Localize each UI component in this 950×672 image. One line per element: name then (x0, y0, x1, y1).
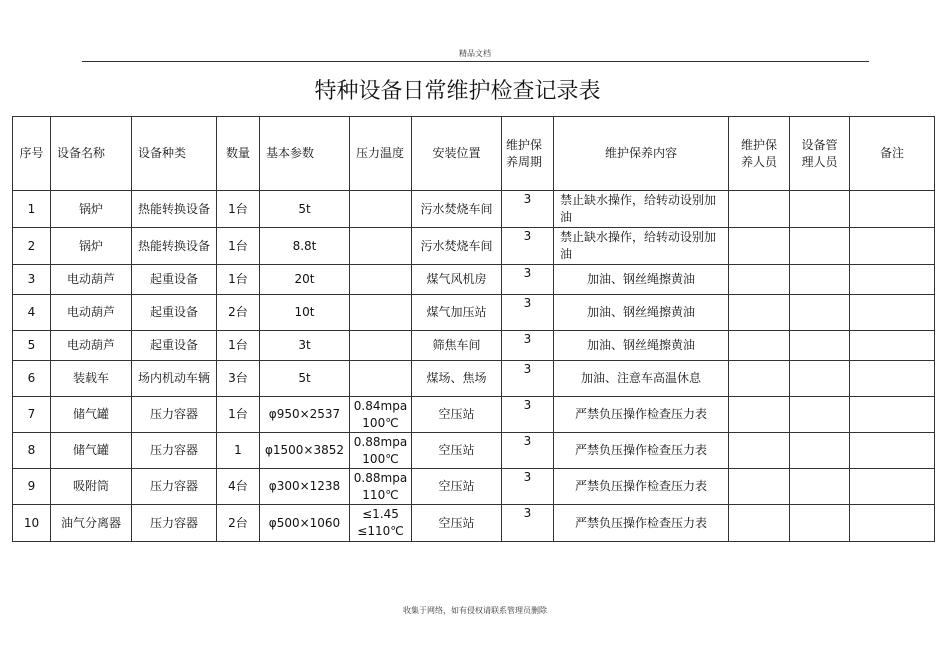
equipment-name: 电动葫芦 (51, 265, 132, 295)
row-no: 2 (13, 228, 51, 265)
maint-person (729, 191, 790, 228)
maint-content: 禁止缺水操作，给转动设别加油 (554, 228, 729, 265)
maint-content: 加油、钢丝绳擦黄油 (554, 295, 729, 331)
row-no: 5 (13, 331, 51, 361)
manager (790, 228, 850, 265)
table-row (13, 228, 935, 265)
remark (850, 361, 935, 397)
basic-params: 20t (260, 265, 350, 295)
quantity: 3台 (217, 361, 260, 397)
col-header-name: 设备名称 (51, 117, 132, 191)
maint-cycle: 3 (502, 433, 554, 469)
header-note: 精品文档 (459, 49, 491, 58)
remark (850, 265, 935, 295)
equipment-type: 压力容器 (132, 433, 217, 469)
remark (850, 228, 935, 265)
maint-cycle: 3 (502, 265, 554, 295)
pressure-temp (350, 361, 412, 397)
table-row (13, 397, 935, 433)
remark (850, 433, 935, 469)
maint-cycle: 3 (502, 295, 554, 331)
quantity: 2台 (217, 295, 260, 331)
col-header-maint-person: 维护保养人员 (729, 117, 790, 191)
maint-person (729, 331, 790, 361)
equipment-type: 热能转换设备 (132, 191, 217, 228)
equipment-name: 吸附筒 (51, 469, 132, 505)
equipment-name: 电动葫芦 (51, 295, 132, 331)
table-body (13, 191, 935, 542)
maint-cycle: 3 (502, 191, 554, 228)
page-title: 特种设备日常维护检查记录表 (314, 79, 601, 104)
maint-content: 加油、注意车高温休息 (554, 361, 729, 397)
table-row (13, 505, 935, 542)
manager (790, 397, 850, 433)
install-location: 污水焚烧车间 (412, 191, 502, 228)
remark (850, 505, 935, 542)
equipment-type: 起重设备 (132, 265, 217, 295)
maint-cycle: 3 (502, 331, 554, 361)
basic-params: 8.8t (260, 228, 350, 265)
row-no: 8 (13, 433, 51, 469)
row-no: 1 (13, 191, 51, 228)
equipment-name: 储气罐 (51, 397, 132, 433)
remark (850, 397, 935, 433)
maint-content: 严禁负压操作检查压力表 (554, 505, 729, 542)
table-row (13, 331, 935, 361)
col-header-qty: 数量 (217, 117, 260, 191)
equipment-name: 储气罐 (51, 433, 132, 469)
col-header-pressure-temp: 压力温度 (350, 117, 412, 191)
manager (790, 361, 850, 397)
pressure-temp: 0.88mpa 110℃ (350, 469, 412, 505)
pressure-temp (350, 191, 412, 228)
maint-person (729, 295, 790, 331)
manager (790, 331, 850, 361)
row-no: 10 (13, 505, 51, 542)
remark (850, 191, 935, 228)
install-location: 煤气加压站 (412, 295, 502, 331)
install-location: 污水焚烧车间 (412, 228, 502, 265)
manager (790, 433, 850, 469)
table-row (13, 361, 935, 397)
basic-params: φ950×2537 (260, 397, 350, 433)
maint-person (729, 397, 790, 433)
table-row (13, 191, 935, 228)
equipment-name: 电动葫芦 (51, 331, 132, 361)
quantity: 1台 (217, 265, 260, 295)
quantity: 4台 (217, 469, 260, 505)
col-header-type: 设备种类 (132, 117, 217, 191)
maint-person (729, 361, 790, 397)
col-header-location: 安装位置 (412, 117, 502, 191)
manager (790, 295, 850, 331)
header-divider (82, 61, 869, 62)
maint-content: 严禁负压操作检查压力表 (554, 469, 729, 505)
manager (790, 265, 850, 295)
pressure-temp: 0.84mpa 100℃ (350, 397, 412, 433)
maint-cycle: 3 (502, 505, 554, 542)
equipment-type: 压力容器 (132, 505, 217, 542)
maint-cycle: 3 (502, 361, 554, 397)
col-header-manager: 设备管理人员 (790, 117, 850, 191)
manager (790, 191, 850, 228)
install-location: 空压站 (412, 433, 502, 469)
footer-note: 收集于网络，如有侵权请联系管理员删除 (403, 606, 547, 615)
quantity: 1台 (217, 228, 260, 265)
maint-person (729, 433, 790, 469)
manager (790, 505, 850, 542)
row-no: 6 (13, 361, 51, 397)
row-no: 9 (13, 469, 51, 505)
pressure-temp: ≤1.45 ≤110℃ (350, 505, 412, 542)
remark (850, 469, 935, 505)
header-row (13, 117, 935, 191)
maint-content: 加油、钢丝绳擦黄油 (554, 331, 729, 361)
maint-person (729, 469, 790, 505)
equipment-name: 锅炉 (51, 191, 132, 228)
equipment-name: 油气分离器 (51, 505, 132, 542)
maint-cycle: 3 (502, 397, 554, 433)
basic-params: φ1500×3852 (260, 433, 350, 469)
equipment-type: 场内机动车辆 (132, 361, 217, 397)
quantity: 1 (217, 433, 260, 469)
row-no: 3 (13, 265, 51, 295)
equipment-type: 压力容器 (132, 397, 217, 433)
basic-params: 10t (260, 295, 350, 331)
quantity: 1台 (217, 331, 260, 361)
pressure-temp (350, 295, 412, 331)
table-row (13, 295, 935, 331)
col-header-no: 序号 (13, 117, 51, 191)
remark (850, 331, 935, 361)
install-location: 煤气风机房 (412, 265, 502, 295)
maint-content: 严禁负压操作检查压力表 (554, 397, 729, 433)
equipment-name: 锅炉 (51, 228, 132, 265)
basic-params: φ500×1060 (260, 505, 350, 542)
quantity: 1台 (217, 397, 260, 433)
col-header-cycle: 维护保养周期 (502, 117, 554, 191)
equipment-type: 起重设备 (132, 331, 217, 361)
pressure-temp: 0.88mpa 100℃ (350, 433, 412, 469)
equipment-type: 热能转换设备 (132, 228, 217, 265)
maint-content: 禁止缺水操作，给转动设别加油 (554, 191, 729, 228)
row-no: 7 (13, 397, 51, 433)
remark (850, 295, 935, 331)
quantity: 1台 (217, 191, 260, 228)
maint-cycle: 3 (502, 228, 554, 265)
install-location: 煤场、焦场 (412, 361, 502, 397)
row-no: 4 (13, 295, 51, 331)
maint-content: 严禁负压操作检查压力表 (554, 433, 729, 469)
maint-cycle: 3 (502, 469, 554, 505)
table-row (13, 265, 935, 295)
maint-person (729, 505, 790, 542)
col-header-param: 基本参数 (260, 117, 350, 191)
install-location: 空压站 (412, 469, 502, 505)
install-location: 筛焦车间 (412, 331, 502, 361)
equipment-type: 起重设备 (132, 295, 217, 331)
basic-params: φ300×1238 (260, 469, 350, 505)
table-row (13, 433, 935, 469)
basic-params: 5t (260, 361, 350, 397)
equipment-type: 压力容器 (132, 469, 217, 505)
pressure-temp (350, 265, 412, 295)
maint-content: 加油、钢丝绳擦黄油 (554, 265, 729, 295)
maint-person (729, 228, 790, 265)
install-location: 空压站 (412, 505, 502, 542)
pressure-temp (350, 228, 412, 265)
basic-params: 5t (260, 191, 350, 228)
quantity: 2台 (217, 505, 260, 542)
pressure-temp (350, 331, 412, 361)
maintenance-record-table (12, 116, 935, 542)
table-row (13, 469, 935, 505)
col-header-content: 维护保养内容 (554, 117, 729, 191)
maint-person (729, 265, 790, 295)
install-location: 空压站 (412, 397, 502, 433)
col-header-remark: 备注 (850, 117, 935, 191)
basic-params: 3t (260, 331, 350, 361)
manager (790, 469, 850, 505)
equipment-name: 装载车 (51, 361, 132, 397)
